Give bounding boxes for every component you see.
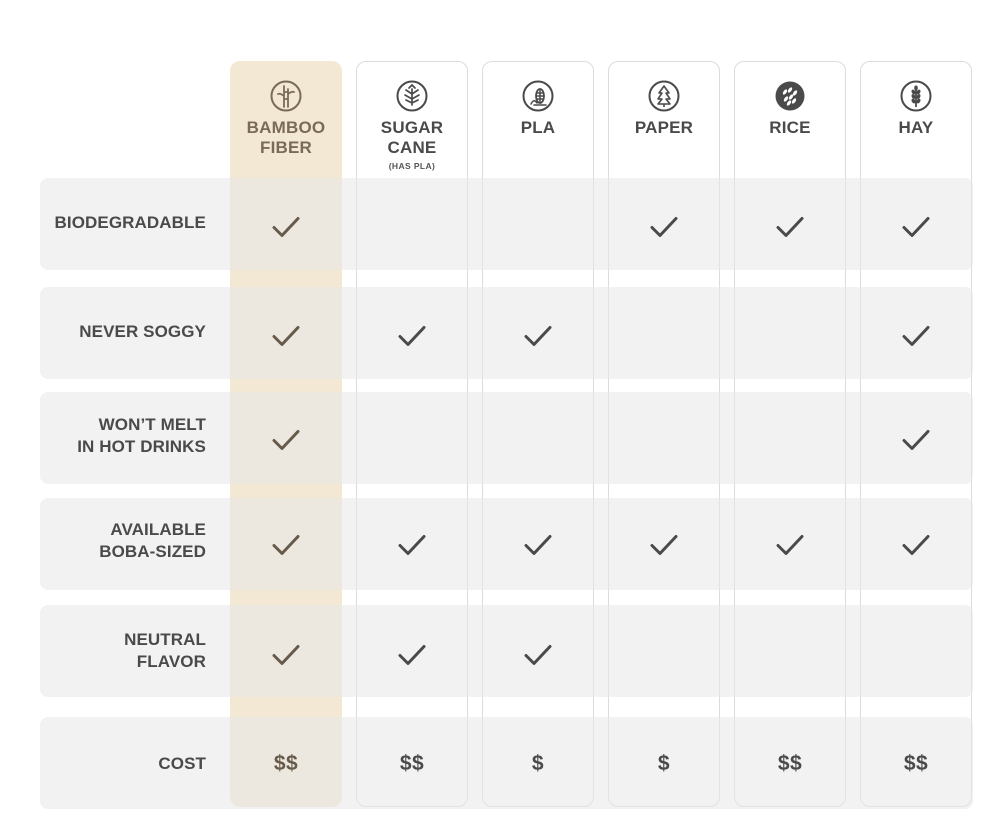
table-cell [230,181,342,273]
table-cell [482,499,594,591]
cost-label: COST [158,754,206,773]
table-cell [860,290,972,382]
checkmark-icon [398,643,426,667]
cost-cell [356,718,468,810]
table-cell [230,499,342,591]
cost-value: $$ [399,752,425,775]
table-cell [608,290,720,382]
column-name: RICE [769,118,811,137]
cost-value: $$ [777,752,803,775]
table-cell [482,609,594,701]
cost-value: $$ [273,752,299,775]
column-subtitle: (HAS PLA) [388,161,436,171]
table-cell [608,181,720,273]
checkmark-icon [272,533,300,557]
checkmark-icon [902,533,930,557]
table-cell [608,499,720,591]
checkmark-icon [902,215,930,239]
column-name: PAPER [634,118,694,137]
table-cell [356,499,468,591]
table-cell [734,394,846,486]
table-cell [230,290,342,382]
table-cell [860,609,972,701]
corn-icon [522,80,554,112]
column-header [608,80,720,138]
cost-value: $$ [903,752,929,775]
sugarcane-leaf-icon [396,80,428,112]
table-cell [734,181,846,273]
row-label: WON’T MELT IN HOT DRINKS [77,415,206,456]
checkmark-icon [272,215,300,239]
column-header [356,80,468,171]
column-header [860,80,972,138]
table-cell [734,290,846,382]
table-cell [608,609,720,701]
cost-cell [860,718,972,810]
table-cell [482,290,594,382]
checkmark-icon [272,428,300,452]
table-cell [482,181,594,273]
column-header [734,80,846,138]
cost-cell [230,718,342,810]
checkmark-icon [650,533,678,557]
checkmark-icon [776,215,804,239]
checkmark-icon [272,324,300,348]
tree-icon [648,80,680,112]
column-name: SUGAR CANE [380,118,444,157]
checkmark-icon [524,324,552,348]
cost-cell [734,718,846,810]
table-cell [860,499,972,591]
table-cell [734,609,846,701]
cost-cell [608,718,720,810]
table-cell [356,290,468,382]
checkmark-icon [524,643,552,667]
table-cell [482,394,594,486]
row-label: NEUTRAL FLAVOR [124,630,206,671]
checkmark-icon [524,533,552,557]
cost-cell [482,718,594,810]
column-name: BAMBOO FIBER [246,118,326,157]
column-name: HAY [898,118,934,137]
table-cell [356,394,468,486]
checkmark-icon [902,428,930,452]
table-cell [356,609,468,701]
rice-grains-icon [774,80,806,112]
table-cell [860,181,972,273]
bamboo-icon [270,80,302,112]
wheat-icon [900,80,932,112]
table-cell [356,181,468,273]
row-label: BIODEGRADABLE [54,213,206,232]
column-name: PLA [520,118,556,137]
checkmark-icon [776,533,804,557]
row-label: NEVER SOGGY [79,322,206,341]
table-cell [860,394,972,486]
table-cell [734,499,846,591]
row-label: AVAILABLE BOBA-SIZED [99,520,206,561]
checkmark-icon [902,324,930,348]
table-cell [230,394,342,486]
checkmark-icon [272,643,300,667]
table-cell [608,394,720,486]
column-header [482,80,594,138]
cost-value: $ [657,752,671,775]
column-header [230,80,342,158]
checkmark-icon [650,215,678,239]
table-cell [230,609,342,701]
checkmark-icon [398,533,426,557]
cost-value: $ [531,752,545,775]
checkmark-icon [398,324,426,348]
